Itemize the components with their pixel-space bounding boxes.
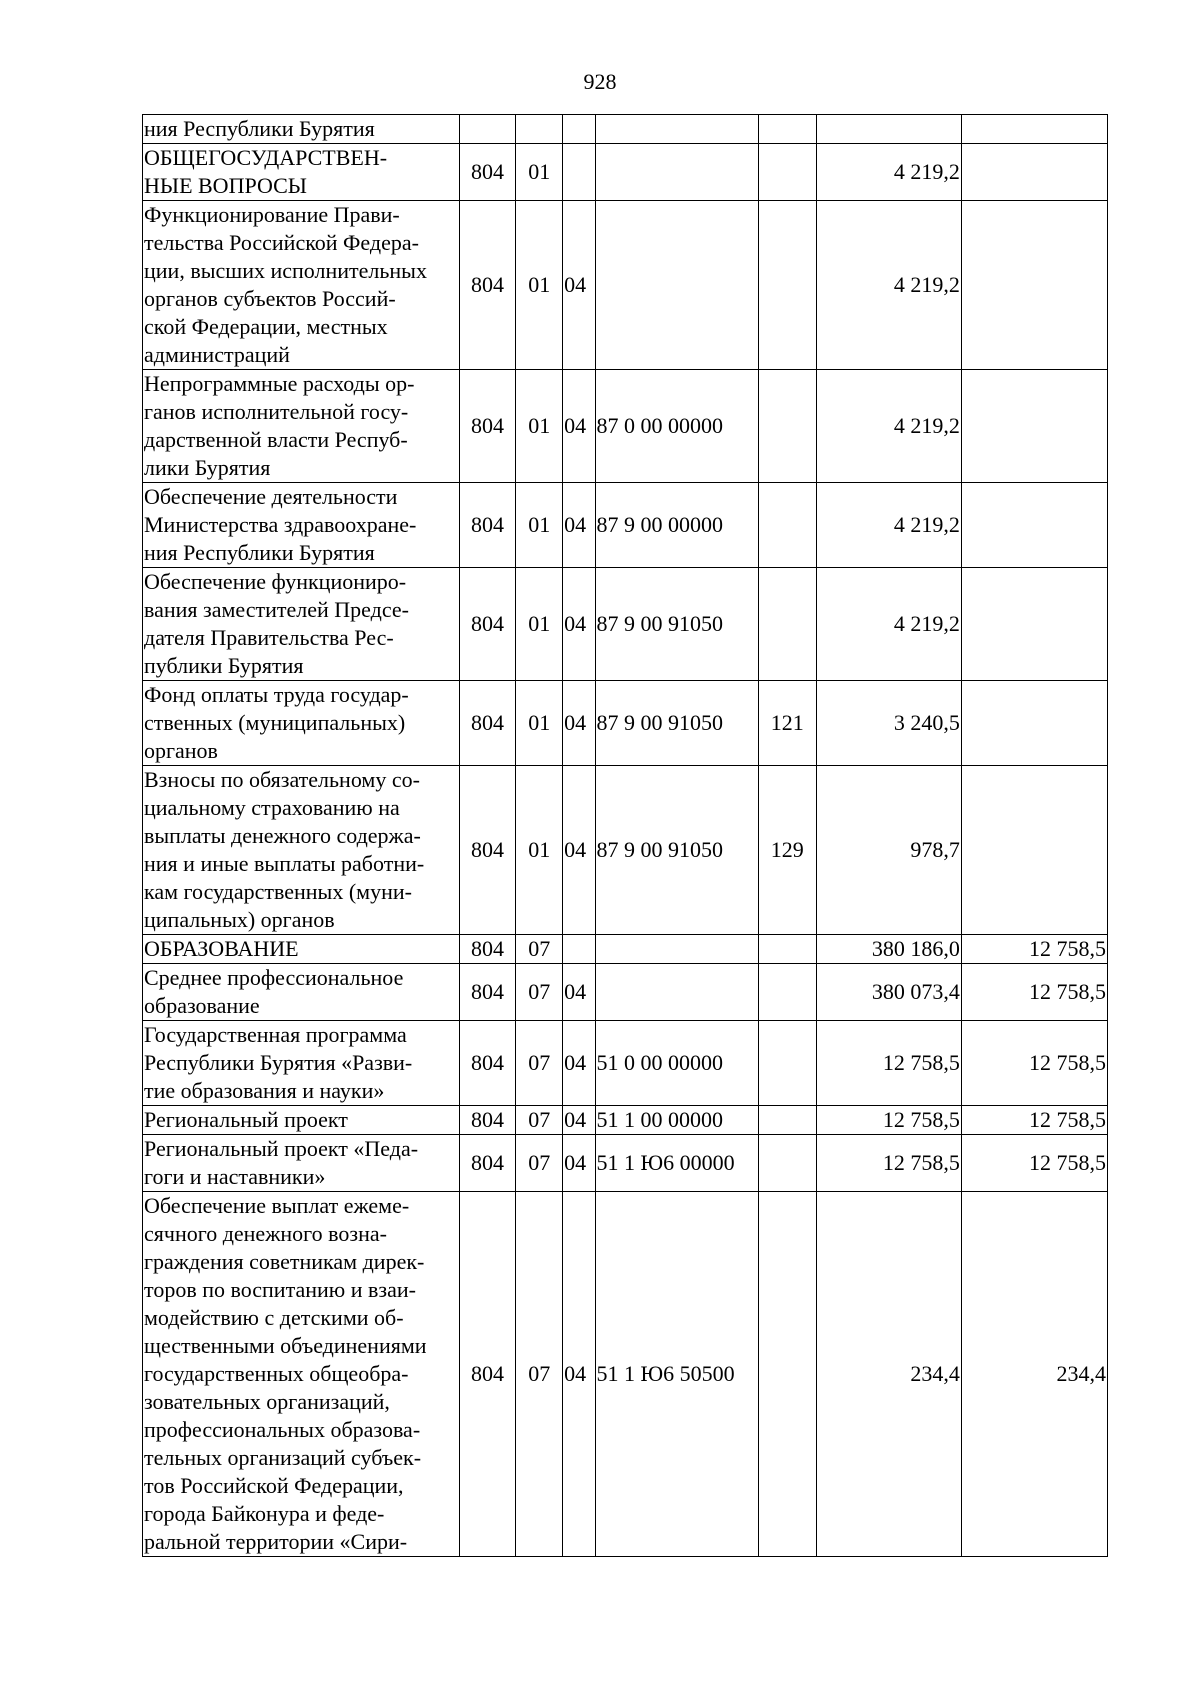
item-name-line: Министерства здравоохране- <box>144 512 417 537</box>
cell-item-name <box>143 1192 460 1557</box>
item-name-line: Взносы по обязательному со- <box>144 767 420 792</box>
cell-expense-type <box>758 144 816 201</box>
cell-expense-type <box>758 483 816 568</box>
cell-grbs: 804 <box>459 766 516 935</box>
cell-amount-federal <box>961 201 1107 370</box>
cell-grbs <box>459 115 516 144</box>
item-name-line: государственных общеобра- <box>144 1361 409 1386</box>
cell-section: 01 <box>516 370 563 483</box>
item-name-line: торов по воспитанию и взаи- <box>144 1277 416 1302</box>
cell-target-item <box>595 201 758 370</box>
item-name-line: вания заместителей Предсе- <box>144 597 409 622</box>
cell-subsection: 04 <box>563 370 595 483</box>
item-name-line: Непрограммные расходы ор- <box>144 371 415 396</box>
cell-section: 07 <box>516 1192 563 1557</box>
cell-section: 07 <box>516 1135 563 1192</box>
cell-amount-total: 12 758,5 <box>816 1106 961 1135</box>
cell-item-name <box>143 370 460 483</box>
item-name-line: образование <box>144 993 260 1018</box>
cell-expense-type <box>758 201 816 370</box>
cell-amount-total: 978,7 <box>816 766 961 935</box>
cell-target-item <box>595 935 758 964</box>
cell-expense-type <box>758 964 816 1021</box>
cell-subsection: 04 <box>563 201 595 370</box>
table-row <box>143 201 1108 370</box>
cell-item-name <box>143 483 460 568</box>
cell-target-item: 51 1 Ю6 00000 <box>595 1135 758 1192</box>
item-name-line: циальному страхованию на <box>144 795 400 820</box>
cell-amount-federal: 234,4 <box>961 1192 1107 1557</box>
cell-amount-total: 3 240,5 <box>816 681 961 766</box>
cell-target-item <box>595 115 758 144</box>
cell-section: 07 <box>516 935 563 964</box>
cell-item-name <box>143 681 460 766</box>
cell-amount-total: 380 186,0 <box>816 935 961 964</box>
budget-table-body <box>143 115 1108 1557</box>
cell-section: 01 <box>516 766 563 935</box>
cell-grbs: 804 <box>459 681 516 766</box>
cell-target-item <box>595 964 758 1021</box>
cell-amount-total: 12 758,5 <box>816 1135 961 1192</box>
table-row <box>143 144 1108 201</box>
cell-expense-type <box>758 1106 816 1135</box>
table-row <box>143 115 1108 144</box>
item-name-line: органов субъектов Россий- <box>144 286 396 311</box>
cell-subsection <box>563 144 595 201</box>
table-row <box>143 766 1108 935</box>
cell-target-item: 87 9 00 91050 <box>595 766 758 935</box>
cell-amount-total: 12 758,5 <box>816 1021 961 1106</box>
cell-amount-federal <box>961 766 1107 935</box>
budget-table <box>142 114 1108 1557</box>
cell-subsection: 04 <box>563 964 595 1021</box>
cell-item-name <box>143 1135 460 1192</box>
item-name-line: Фонд оплаты труда государ- <box>144 682 409 707</box>
cell-subsection: 04 <box>563 1192 595 1557</box>
cell-subsection <box>563 935 595 964</box>
table-row <box>143 1192 1108 1557</box>
cell-target-item: 51 0 00 00000 <box>595 1021 758 1106</box>
item-name-line: НЫЕ ВОПРОСЫ <box>144 173 307 198</box>
cell-item-name <box>143 144 460 201</box>
item-name-line: города Байконура и феде- <box>144 1501 385 1526</box>
cell-item-name <box>143 766 460 935</box>
cell-expense-type <box>758 935 816 964</box>
cell-grbs: 804 <box>459 1192 516 1557</box>
cell-section: 01 <box>516 144 563 201</box>
cell-grbs: 804 <box>459 370 516 483</box>
cell-expense-type: 121 <box>758 681 816 766</box>
cell-amount-total: 234,4 <box>816 1192 961 1557</box>
item-name-line: публики Бурятия <box>144 653 304 678</box>
cell-section: 01 <box>516 568 563 681</box>
cell-item-name <box>143 1106 460 1135</box>
cell-section: 01 <box>516 201 563 370</box>
table-row <box>143 964 1108 1021</box>
item-name-line: ния Республики Бурятия <box>144 540 375 565</box>
cell-amount-federal <box>961 681 1107 766</box>
page-number: 928 <box>583 69 617 94</box>
cell-target-item <box>595 144 758 201</box>
item-name-line: тов Российской Федерации, <box>144 1473 404 1498</box>
cell-grbs: 804 <box>459 1106 516 1135</box>
cell-expense-type <box>758 370 816 483</box>
cell-amount-federal <box>961 370 1107 483</box>
item-name-line: Региональный проект «Педа- <box>144 1136 419 1161</box>
cell-grbs: 804 <box>459 201 516 370</box>
cell-item-name <box>143 115 460 144</box>
item-name-line: Обеспечение функциониро- <box>144 569 407 594</box>
item-name-line: Государственная программа <box>144 1022 407 1047</box>
cell-item-name <box>143 935 460 964</box>
cell-expense-type: 129 <box>758 766 816 935</box>
item-name-line: ской Федерации, местных <box>144 314 388 339</box>
item-name-line: граждения советникам дирек- <box>144 1249 425 1274</box>
cell-target-item: 87 9 00 91050 <box>595 681 758 766</box>
item-name-line: модействию с детскими об- <box>144 1305 404 1330</box>
cell-expense-type <box>758 568 816 681</box>
item-name-line: Обеспечение выплат ежеме- <box>144 1193 410 1218</box>
cell-subsection <box>563 115 595 144</box>
cell-target-item: 87 9 00 91050 <box>595 568 758 681</box>
cell-section: 01 <box>516 483 563 568</box>
cell-target-item: 87 9 00 00000 <box>595 483 758 568</box>
item-name-line: ния Республики Бурятия <box>144 116 375 141</box>
table-row <box>143 370 1108 483</box>
item-name-line: ОБРАЗОВАНИЕ <box>144 936 299 961</box>
item-name-line: лики Бурятия <box>144 455 271 480</box>
cell-amount-federal: 12 758,5 <box>961 1106 1107 1135</box>
table-row <box>143 1135 1108 1192</box>
cell-amount-federal <box>961 144 1107 201</box>
table-row <box>143 681 1108 766</box>
cell-grbs: 804 <box>459 144 516 201</box>
cell-section <box>516 115 563 144</box>
item-name-line: дарственной власти Респуб- <box>144 427 408 452</box>
cell-grbs: 804 <box>459 483 516 568</box>
cell-grbs: 804 <box>459 568 516 681</box>
cell-amount-total: 380 073,4 <box>816 964 961 1021</box>
item-name-line: Обеспечение деятельности <box>144 484 398 509</box>
table-row <box>143 935 1108 964</box>
cell-amount-total: 4 219,2 <box>816 370 961 483</box>
cell-subsection: 04 <box>563 1106 595 1135</box>
table-row <box>143 1021 1108 1106</box>
cell-amount-federal <box>961 568 1107 681</box>
cell-amount-federal: 12 758,5 <box>961 1021 1107 1106</box>
item-name-line: ции, высших исполнительных <box>144 258 427 283</box>
cell-amount-total: 4 219,2 <box>816 144 961 201</box>
cell-section: 07 <box>516 1021 563 1106</box>
item-name-line: тельных организаций субъек- <box>144 1445 422 1470</box>
item-name-line: ципальных) органов <box>144 907 335 932</box>
item-name-line: тие образования и науки» <box>144 1078 385 1103</box>
item-name-line: ганов исполнительной госу- <box>144 399 409 424</box>
cell-item-name <box>143 201 460 370</box>
cell-amount-total <box>816 115 961 144</box>
cell-expense-type <box>758 1135 816 1192</box>
table-row <box>143 483 1108 568</box>
cell-grbs: 804 <box>459 1135 516 1192</box>
cell-target-item: 51 1 Ю6 50500 <box>595 1192 758 1557</box>
cell-section: 07 <box>516 1106 563 1135</box>
item-name-line: Региональный проект <box>144 1107 348 1132</box>
item-name-line: Республики Бурятия «Разви- <box>144 1050 413 1075</box>
cell-subsection: 04 <box>563 483 595 568</box>
item-name-line: выплаты денежного содержа- <box>144 823 421 848</box>
cell-section: 07 <box>516 964 563 1021</box>
item-name-line: Среднее профессиональное <box>144 965 404 990</box>
item-name-line: Функционирование Прави- <box>144 202 400 227</box>
cell-expense-type <box>758 1021 816 1106</box>
cell-subsection: 04 <box>563 766 595 935</box>
item-name-line: сячного денежного возна- <box>144 1221 387 1246</box>
table-row <box>143 1106 1108 1135</box>
cell-amount-total: 4 219,2 <box>816 568 961 681</box>
cell-subsection: 04 <box>563 681 595 766</box>
cell-target-item: 87 0 00 00000 <box>595 370 758 483</box>
cell-amount-total: 4 219,2 <box>816 201 961 370</box>
item-name-line: ОБЩЕГОСУДАРСТВЕН- <box>144 145 388 170</box>
table-row <box>143 568 1108 681</box>
item-name-line: кам государственных (муни- <box>144 879 412 904</box>
item-name-line: щественными объединениями <box>144 1333 427 1358</box>
cell-section: 01 <box>516 681 563 766</box>
cell-target-item: 51 1 00 00000 <box>595 1106 758 1135</box>
cell-amount-federal: 12 758,5 <box>961 1135 1107 1192</box>
item-name-line: ния и иные выплаты работни- <box>144 851 425 876</box>
cell-subsection: 04 <box>563 1021 595 1106</box>
cell-amount-federal <box>961 483 1107 568</box>
item-name-line: дателя Правительства Рес- <box>144 625 394 650</box>
cell-amount-federal <box>961 115 1107 144</box>
cell-grbs: 804 <box>459 964 516 1021</box>
cell-amount-federal: 12 758,5 <box>961 964 1107 1021</box>
item-name-line: зовательных организаций, <box>144 1389 390 1414</box>
item-name-line: ственных (муниципальных) <box>144 710 406 735</box>
cell-subsection: 04 <box>563 568 595 681</box>
item-name-line: тельства Российской Федера- <box>144 230 419 255</box>
item-name-line: ральной территории «Сири- <box>144 1529 408 1554</box>
cell-amount-federal: 12 758,5 <box>961 935 1107 964</box>
cell-item-name <box>143 568 460 681</box>
cell-expense-type <box>758 115 816 144</box>
item-name-line: администраций <box>144 342 290 367</box>
item-name-line: гоги и наставники» <box>144 1164 326 1189</box>
cell-item-name <box>143 1021 460 1106</box>
cell-expense-type <box>758 1192 816 1557</box>
cell-grbs: 804 <box>459 935 516 964</box>
cell-item-name <box>143 964 460 1021</box>
cell-amount-total: 4 219,2 <box>816 483 961 568</box>
cell-subsection: 04 <box>563 1135 595 1192</box>
item-name-line: профессиональных образова- <box>144 1417 421 1442</box>
cell-grbs: 804 <box>459 1021 516 1106</box>
item-name-line: органов <box>144 738 218 763</box>
